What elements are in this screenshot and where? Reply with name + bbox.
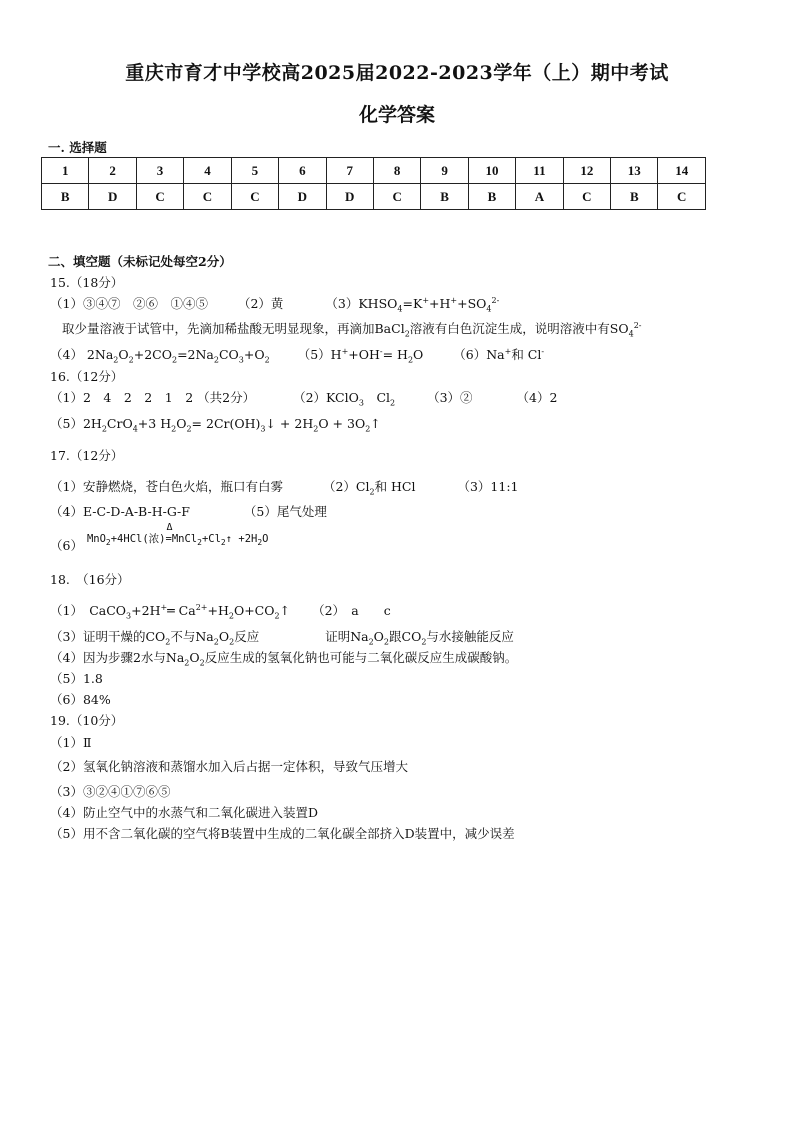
question-number: 13: [611, 158, 658, 184]
document-title: 重庆市育才中学校高2025届2022-2023学年（上）期中考试: [125, 62, 669, 84]
question-number: 1: [42, 158, 89, 184]
answer-cell: B: [468, 184, 515, 210]
answer-cell: D: [279, 184, 326, 210]
answer-table-number-row: [42, 158, 706, 184]
question-number: 7: [326, 158, 373, 184]
chemical-equation: MnO$_2$+4HCl(浓) Δ $=MnCl_2+Cl_2↑ +2H_2O$: [86, 522, 269, 548]
answer-cell: B: [42, 184, 89, 210]
q19-line4: （4）防止空气中的水蒸气和二氧化碳进入装置D: [50, 805, 318, 820]
q19-line1: （1）Ⅱ: [50, 735, 92, 750]
q19-line2: （2）氢氧化钠溶液和蒸馏水加入后占据一定体积，导致气压增大: [50, 759, 408, 774]
q18-line2: （3）证明干燥的$CO_2$不与$Na_2O_2$反应 证明$Na_2O_2$跟$CO_2$与水接触能反应: [50, 629, 514, 647]
q18-heading: 18. （16分）: [50, 572, 130, 587]
question-number: 5: [231, 158, 278, 184]
question-number: 9: [421, 158, 468, 184]
q15-line3: （4） $2Na_2O_2+2CO_2=2Na_2CO_3+O_2$ $(5)H^++OH^-= H_2O$ （6）Na+和 Cl-: [50, 346, 545, 365]
q15-line2: 取少量溶液于试管中，先滴加稀盐酸无明显现象，再滴加BaCl$_2$溶液有白色沉淀生成，说明溶液中有$SO_4^{2-}$: [62, 320, 642, 339]
question-number: 12: [563, 158, 610, 184]
section1-heading: 一. 选择题: [48, 140, 107, 155]
answer-cell: C: [373, 184, 420, 210]
answer-cell: B: [611, 184, 658, 210]
answer-table: [41, 157, 706, 210]
question-number: 6: [279, 158, 326, 184]
question-number: 14: [658, 158, 706, 184]
question-number: 10: [468, 158, 515, 184]
q15-heading: 15.（18分）: [50, 275, 124, 290]
q17-line2: （4）E-C-D-A-B-H-G-F （5）尾气处理: [50, 504, 327, 519]
q19-line5: （5）用不含二氧化碳的空气将B装置中生成的二氧化碳全部挤入D装置中，减少误差: [50, 826, 515, 841]
question-number: 3: [136, 158, 183, 184]
question-number: 4: [184, 158, 231, 184]
q19-line3: （3）③②④①⑦⑥⑤: [50, 784, 171, 799]
answer-cell: C: [231, 184, 278, 210]
q17-heading: 17.（12分）: [50, 448, 124, 463]
answer-cell: B: [421, 184, 468, 210]
q16-line2: $(5)2H_2CrO_4+3$ $H_2O_2=$ $2Cr(OH)_3↓ + 2H_2O$ + $3O_2↑$: [50, 416, 381, 434]
q15-line1: （1）③④⑦ ②⑥ ①④⑤ （2）黄 $(3)KHSO_4=K^++H^++SO_4^{2-}$: [50, 295, 500, 314]
q16-line1: （1）2 4 2 2 1 2 （共2分） （2）KClO$_3$ $Cl_2$ （3）② （4）2: [50, 390, 558, 408]
q17-line3: （6） MnO$_2$+4HCl(浓) Δ $=MnCl_2+Cl_2↑ +2H_2O$: [50, 522, 269, 553]
q16-heading: 16.（12分）: [50, 369, 124, 384]
q18-line3: （4）因为步骤2水与$Na_2O_2$反应生成的氢氧化钠也可能与二氧化碳反应生成碳酸钠。: [50, 650, 518, 668]
document-subtitle: 化学答案: [358, 104, 435, 126]
q18-line4: （5）1.8: [50, 671, 103, 686]
question-number: 2: [89, 158, 136, 184]
answer-cell: A: [516, 184, 563, 210]
answer-cell: C: [563, 184, 610, 210]
q17-line1: （1）安静燃烧，苍白色火焰，瓶口有白雾 $(2)Cl_2$和 HCl （3）11:1: [50, 479, 519, 497]
answer-cell: D: [89, 184, 136, 210]
answer-cell: D: [326, 184, 373, 210]
answer-cell: C: [184, 184, 231, 210]
answer-cell: C: [658, 184, 706, 210]
question-number: 8: [373, 158, 420, 184]
heat-delta-symbol: Δ: [166, 522, 173, 533]
q18-line1: （1） CaCO$_3$+2H+═ $Ca^{2+}+H_2O+CO_2↑$ （2） a c: [50, 602, 391, 621]
q18-line5: （6）84%: [50, 692, 111, 707]
answer-table-answer-row: [42, 184, 706, 210]
section2-heading: 二、填空题（未标记处每空2分）: [48, 254, 232, 269]
q19-heading: 19.（10分）: [50, 713, 124, 728]
question-number: 11: [516, 158, 563, 184]
answer-cell: C: [136, 184, 183, 210]
